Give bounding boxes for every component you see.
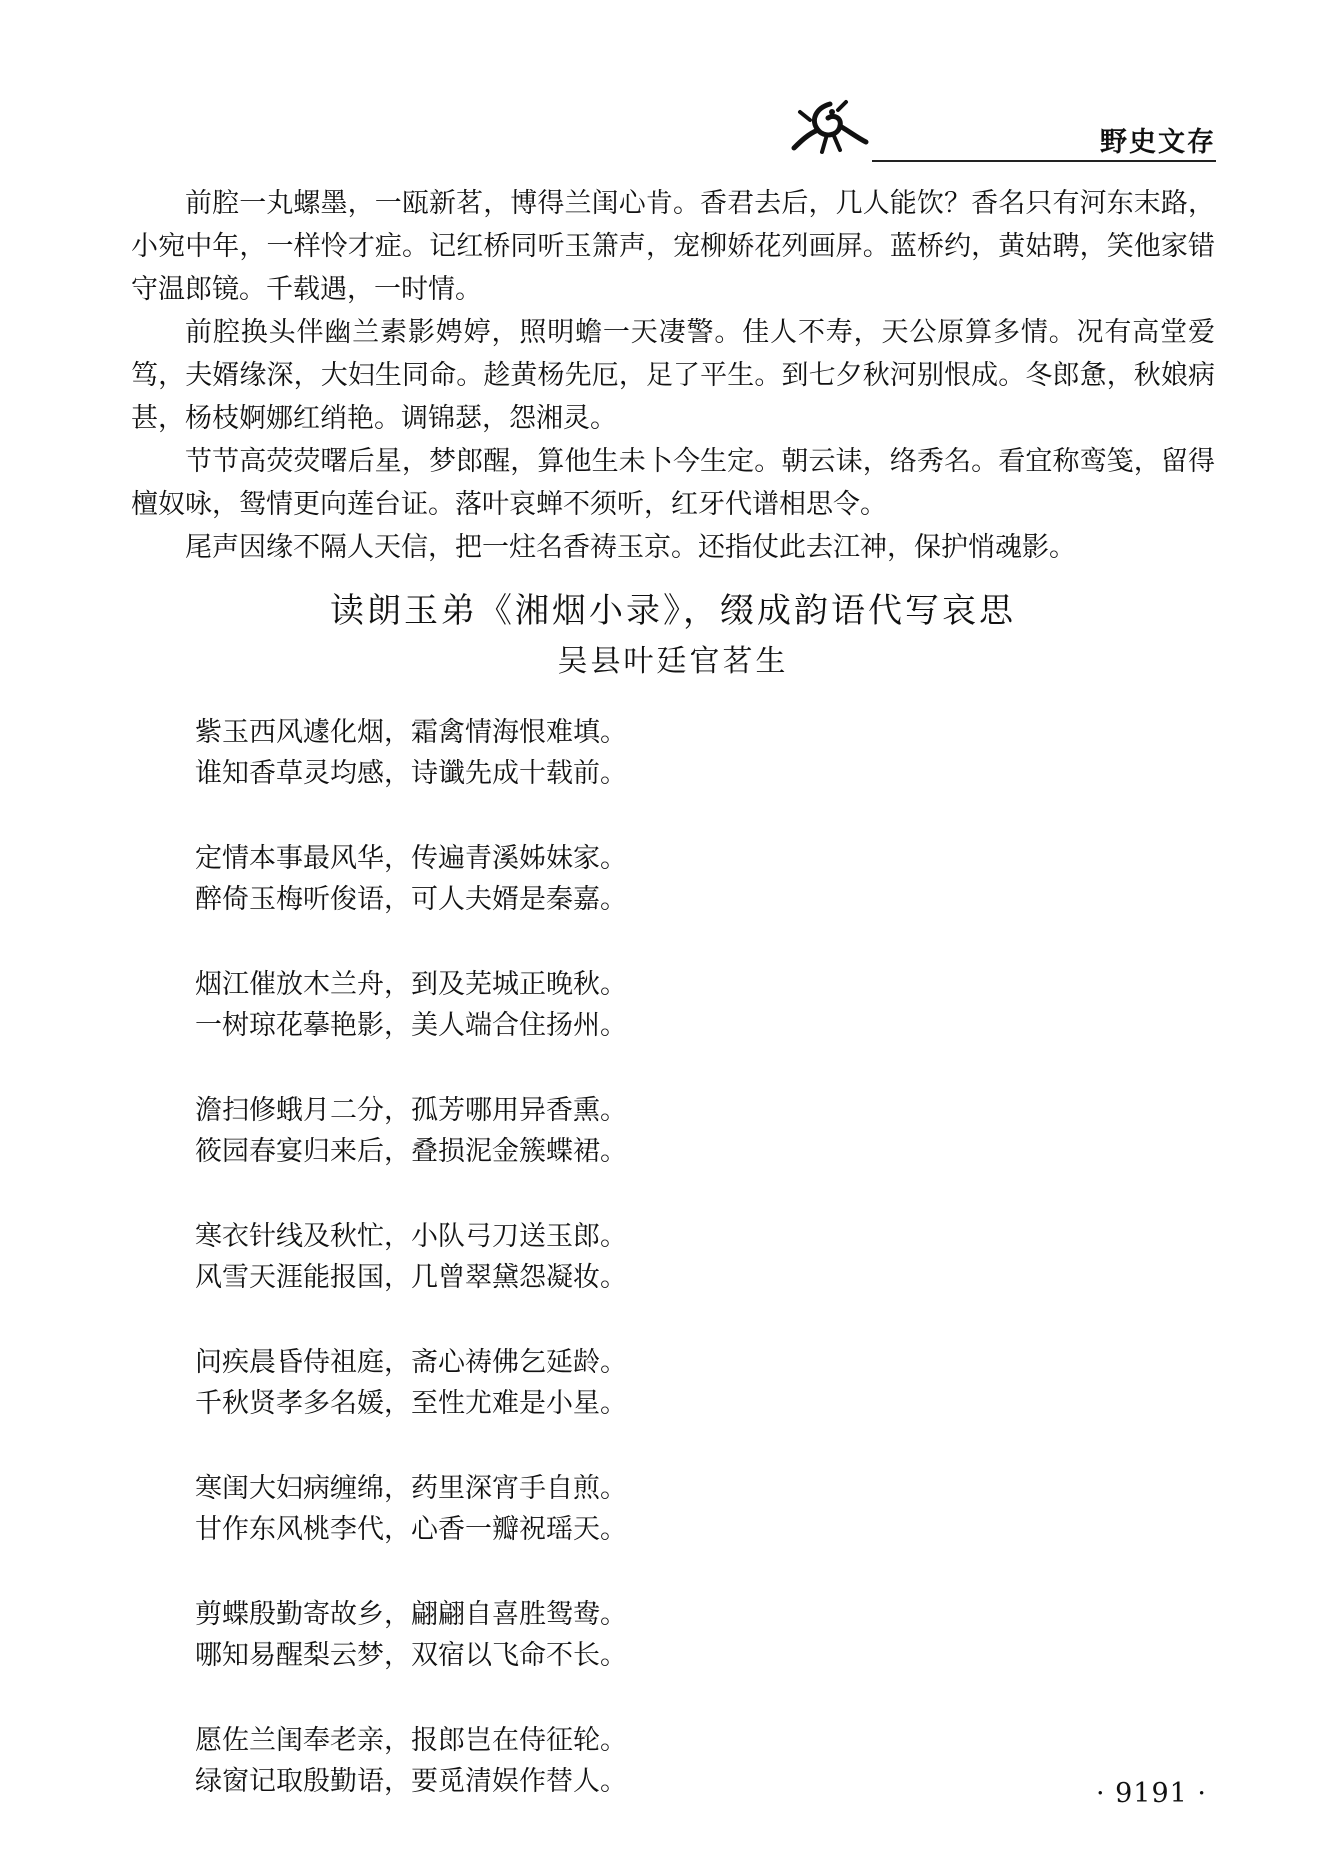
prose-paragraph: 尾声因缘不隔人天信，把一炷名香祷玉京。还指仗此去江神，保护悄魂影。	[185, 532, 1076, 563]
section-title: 野史文存	[1100, 127, 1216, 158]
poem-line: 风雪天涯能报国，几曾翠黛怨凝妆。	[195, 1262, 627, 1293]
dragon-emblem-icon	[780, 98, 880, 160]
poem-line: 一树琼花摹艳影，美人端合住扬州。	[195, 1010, 627, 1041]
poem-line: 定情本事最风华，传遍青溪姊妹家。	[195, 843, 627, 874]
poem-line: 寒闺大妇病缠绵，药里深宵手自煎。	[195, 1473, 627, 1504]
poem-title: 读朗玉弟《湘烟小录》，缀成韵语代写哀思	[330, 591, 1016, 631]
poem-stanza	[195, 1090, 995, 1172]
poem-line: 甘作东风桃李代，心香一瓣祝瑶天。	[195, 1514, 627, 1545]
poem-line: 筱园春宴归来后，叠损泥金簇蝶裙。	[195, 1136, 627, 1167]
poem-line: 澹扫修蛾月二分，孤芳哪用异香熏。	[195, 1095, 627, 1126]
poem-line: 醉倚玉梅听俊语，可人夫婿是秦嘉。	[195, 884, 627, 915]
poem-line: 绿窗记取殷勤语，要觅清娱作替人。	[195, 1766, 627, 1797]
poem-stanza	[195, 1468, 995, 1550]
poem-stanza	[195, 1594, 995, 1676]
poem-line: 烟江催放木兰舟，到及芜城正晚秋。	[195, 969, 627, 1000]
poem-line: 紫玉西风遽化烟，霜禽情海恨难填。	[195, 717, 627, 748]
poem-stanza	[195, 964, 995, 1046]
poem-author: 吴县叶廷官茗生	[557, 644, 789, 679]
poem-line: 剪蝶殷勤寄故乡，翩翩自喜胜鸳鸯。	[195, 1599, 627, 1630]
poem-line: 寒衣针线及秋忙，小队弓刀送玉郎。	[195, 1221, 627, 1252]
poem-line: 哪知易醒梨云梦，双宿以飞命不长。	[195, 1640, 627, 1671]
poem-stanza	[195, 1216, 995, 1298]
prose-section	[131, 182, 1215, 569]
poem-stanza	[195, 1342, 995, 1424]
poem-line: 愿佐兰闺奉老亲，报郎岂在侍征轮。	[195, 1725, 627, 1756]
running-header	[780, 98, 1216, 168]
poem-line: 问疾晨昏侍祖庭，斋心祷佛乞延龄。	[195, 1347, 627, 1378]
prose-paragraph: 前腔一丸螺墨，一瓯新茗，博得兰闺心肯。香君去后，几人能饮？香名只有河东末路，小宛中年，一样怜才症。记红桥同听玉箫声，宠柳娇花列画屏。蓝桥约，黄姑聘，笑他家错守温郎镜。千载遇，一时情。	[131, 188, 1215, 305]
poem-line: 谁知香草灵均感，诗谶先成十载前。	[195, 758, 627, 789]
prose-paragraph: 前腔换头伴幽兰素影娉婷，照明蟾一天凄警。佳人不寿，天公原算多情。况有高堂爱笃，夫婿缘深，大妇生同命。趁黄杨先厄，足了平生。到七夕秋河别恨成。冬郎惫，秋娘病甚，杨枝婀娜红绡艳。调锦瑟，怨湘灵。	[131, 317, 1215, 434]
poem-line: 千秋贤孝多名媛，至性尤难是小星。	[195, 1388, 627, 1419]
poem-stanza	[195, 1720, 995, 1802]
poem-body	[195, 712, 995, 1846]
prose-paragraph: 节节高荧荧曙后星，梦郎醒，算他生未卜今生定。朝云诔，络秀名。看宜称鸾笺，留得檀奴咏，鸳情更向莲台证。落叶哀蝉不须听，红牙代谱相思令。	[131, 446, 1215, 520]
header-rule	[872, 160, 1216, 162]
poem-stanza	[195, 838, 995, 920]
poem-stanza	[195, 712, 995, 794]
page-number: · 9191 ·	[1095, 1778, 1207, 1809]
